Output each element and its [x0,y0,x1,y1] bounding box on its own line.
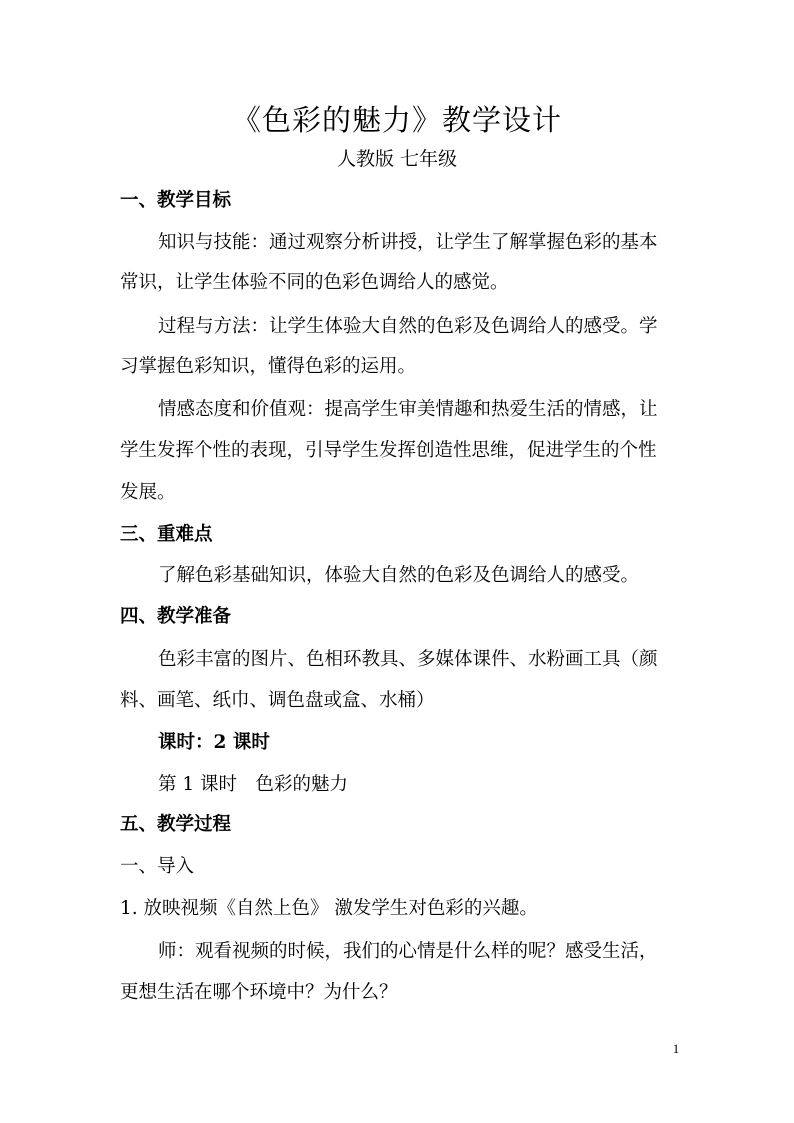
list-item-video: 1. 放映视频《自然上色》 激发学生对色彩的兴趣。 [120,898,538,919]
section-heading-objectives: 一、教学目标 [120,190,232,211]
paragraph-knowledge-line-2: 常识，让学生体验不同的色彩色调给人的感觉。 [120,272,509,293]
document-subtitle: 人教版 七年级 [336,148,458,170]
paragraph-preparation-line-2: 料、画笔、纸巾、调色盘或盒、水桶） [120,690,435,711]
section-heading-preparation: 四、教学准备 [120,606,232,627]
lesson-title: 第 1 课时 色彩的魅力 [158,774,349,795]
paragraph-preparation-line-1: 色彩丰富的图片、色相环教具、多媒体课件、水粉画工具（颜 [158,649,658,670]
paragraph-knowledge-line-1: 知识与技能：通过观察分析讲授，让学生了解掌握色彩的基本 [158,232,658,253]
paragraph-attitude-line-1: 情感态度和价值观：提高学生审美情趣和热爱生活的情感，让 [158,399,658,420]
paragraph-attitude-line-2: 学生发挥个性的表现，引导学生发挥创造性思维，促进学生的个性 [120,440,657,461]
class-hours: 课时：2 课时 [158,732,270,753]
section-heading-key-points: 三、重难点 [120,524,213,545]
paragraph-teacher-line-2: 更想生活在哪个环境中？为什么？ [120,982,398,1003]
paragraph-attitude-line-3: 发展。 [120,482,176,503]
section-heading-process: 五、教学过程 [120,814,232,835]
sub-heading-introduction: 一、导入 [120,856,195,877]
paragraph-teacher-line-1: 师：观看视频的时候，我们的心情是什么样的呢？感受生活， [158,941,658,962]
document-title: 《色彩的魅力》教学设计 [231,103,562,137]
paragraph-key-points: 了解色彩基础知识，体验大自然的色彩及色调给人的感受。 [158,565,640,586]
paragraph-process-line-1: 过程与方法：让学生体验大自然的色彩及色调给人的感受。学 [158,316,658,337]
page-number: 1 [672,1041,680,1056]
paragraph-process-line-2: 习掌握色彩知识，懂得色彩的运用。 [120,356,417,377]
